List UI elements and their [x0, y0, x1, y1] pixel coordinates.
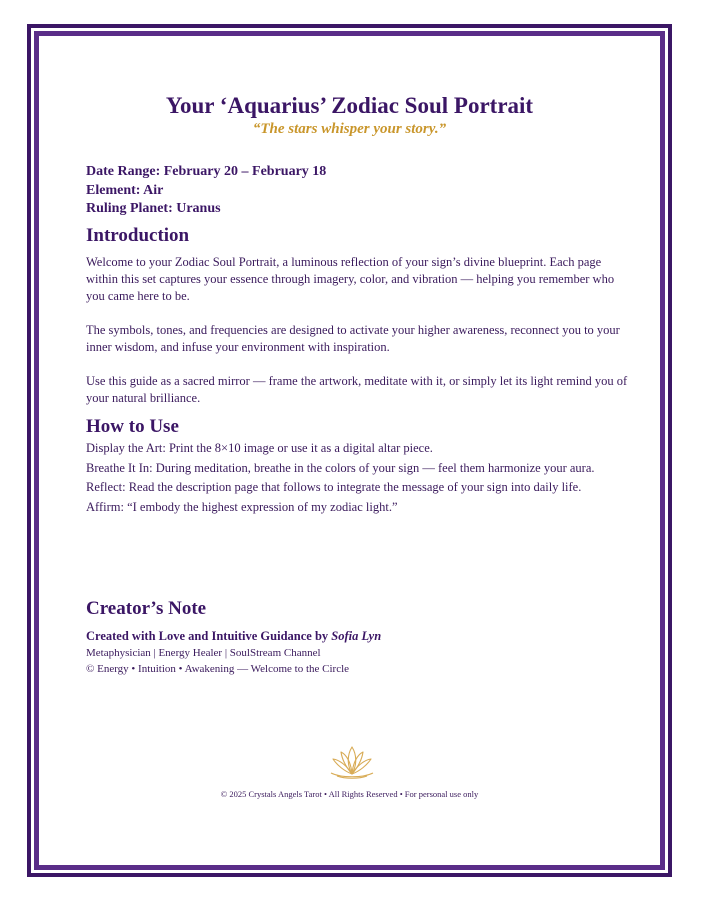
author-name: Sofia Lyn: [331, 629, 382, 643]
ruling-planet: Ruling Planet: Uranus: [86, 201, 221, 216]
how-to-use-list: [86, 439, 634, 517]
list-item: Affirm: “I embody the highest expression of my zodiac light.”: [86, 499, 398, 514]
intro-paragraph-3: Use this guide as a sacred mirror — frame the artwork, meditate with it, or simply let its light remind you of your natural brilliance.: [86, 374, 628, 405]
list-item: Reflect: Read the description page that follows to integrate the message of your sign into daily life.: [86, 480, 582, 494]
creator-roles: Metaphysician | Energy Healer | SoulStream Channel: [86, 647, 321, 659]
inner-border: [34, 31, 665, 870]
date-range: Date Range: February 20 – February 18: [86, 164, 327, 179]
sign-details: [86, 163, 326, 219]
creators-note-heading: Creator’s Note: [86, 598, 207, 619]
intro-paragraph-2: The symbols, tones, and frequencies are designed to activate your higher awareness, reconnect you to your inner wisdom, and infuse your environment with inspiration.: [86, 323, 620, 354]
intro-paragraph-1: Welcome to your Zodiac Soul Portrait, a luminous reflection of your sign’s divine blueprint. Each page within this set captures your essence through imagery, color, and vibration — helping you remember who you came here to be.: [86, 255, 615, 303]
creator-motto: © Energy • Intuition • Awakening — Welcome to the Circle: [86, 663, 350, 675]
page-title: Your ‘Aquarius’ Zodiac Soul Portrait: [165, 93, 534, 118]
lotus-icon: [327, 743, 377, 783]
border-gap: [31, 28, 668, 873]
list-item: Breathe It In: During meditation, breathe in the colors of your sign — feel them harmonize your aura.: [86, 460, 595, 475]
copyright-footer: © 2025 Crystals Angels Tarot • All Rights Reserved • For personal use only: [220, 789, 479, 799]
created-prefix: Created with Love and Intuitive Guidance by: [86, 629, 332, 643]
list-item: Display the Art: Print the 8×10 image or use it as a digital altar piece.: [86, 441, 433, 455]
page-border: [27, 24, 672, 877]
page-content: [39, 36, 660, 865]
introduction-heading: Introduction: [86, 225, 190, 246]
tagline: “The stars whisper your story.”: [252, 121, 447, 137]
how-to-use-heading: How to Use: [86, 416, 179, 437]
created-by-line: [86, 629, 381, 644]
element: Element: Air: [86, 182, 164, 198]
